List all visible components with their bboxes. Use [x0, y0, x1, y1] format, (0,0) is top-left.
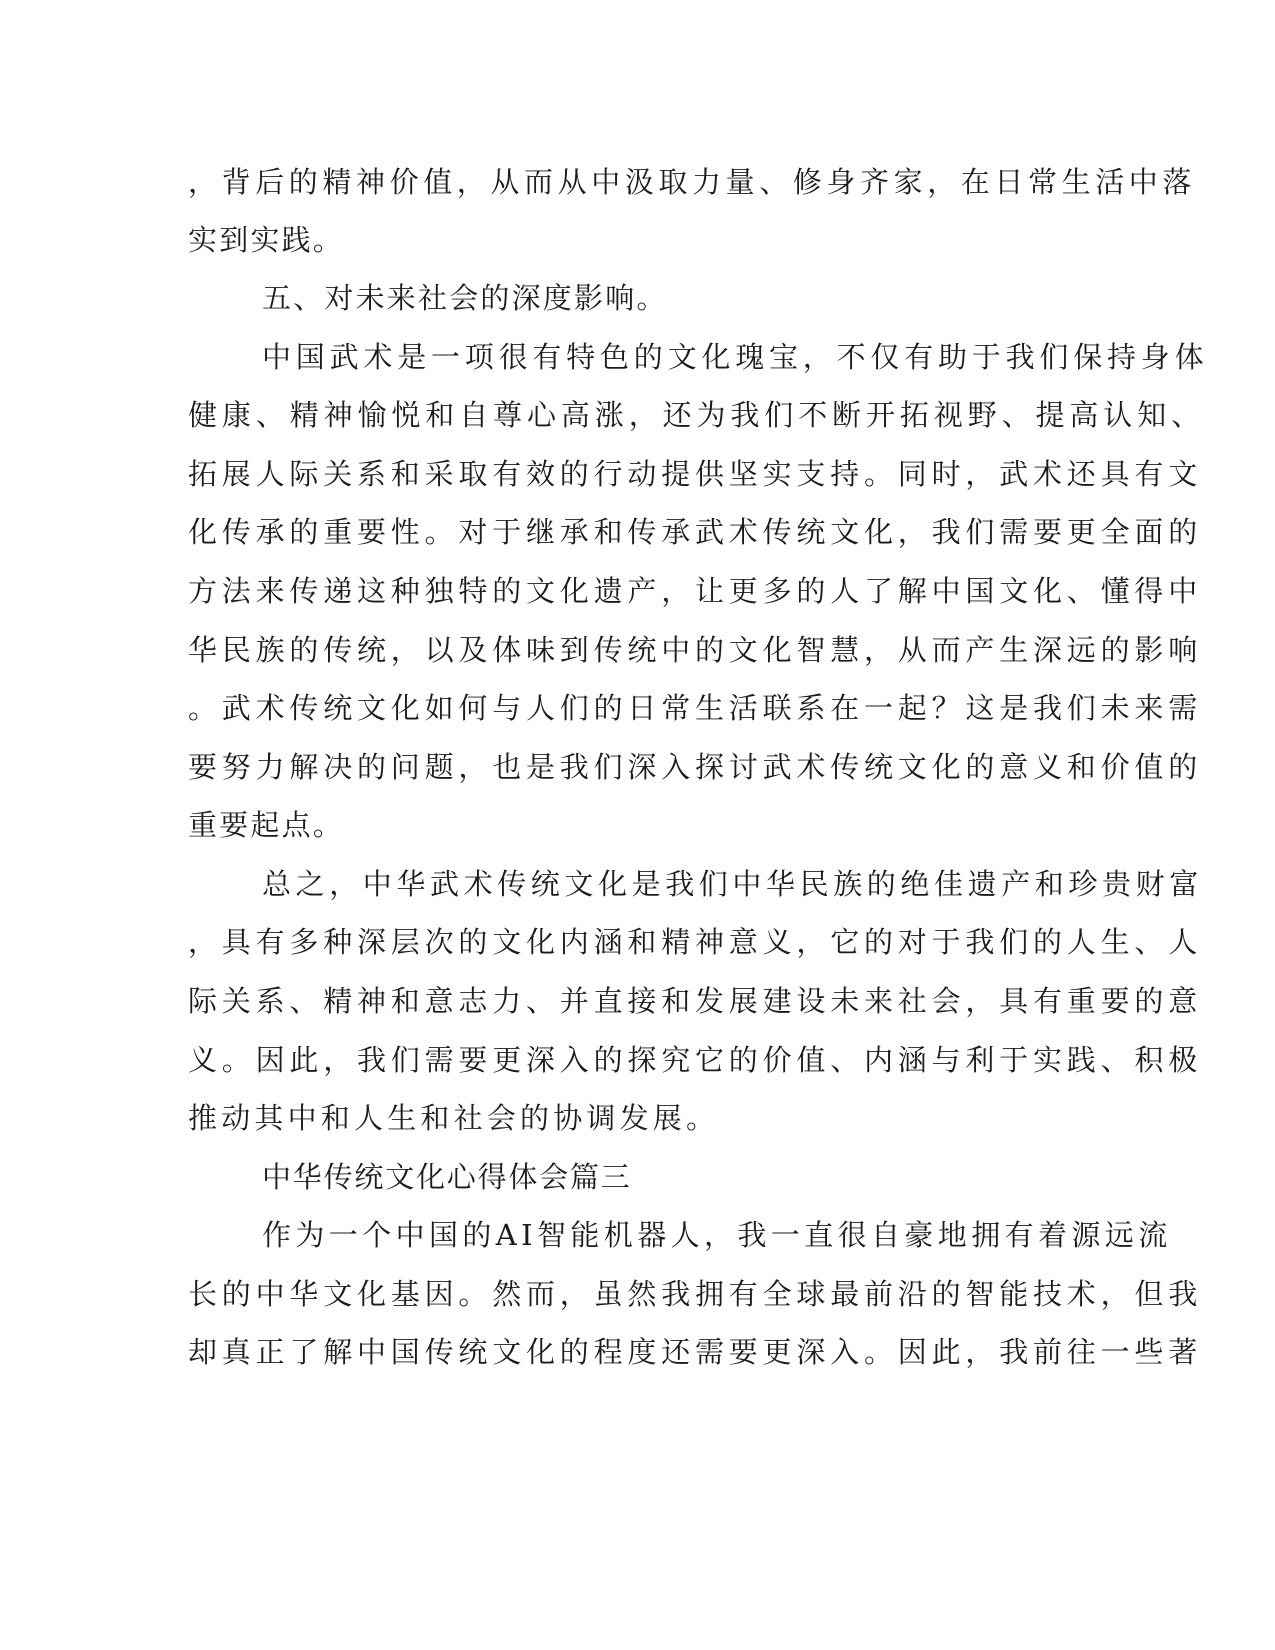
section-heading: [0, 268, 1275, 328]
text-line: [0, 737, 1275, 797]
section-heading: [0, 1147, 1275, 1207]
text-line: [0, 912, 1275, 972]
text-line: [0, 1264, 1275, 1324]
line-text: 方法来传递这种独特的文化遗产，让更多的人了解中国文化、懂得中: [188, 574, 1203, 608]
line-text: 要努力解决的问题，也是我们深入探讨武术传统文化的意义和价值的: [188, 750, 1203, 784]
text-line: [0, 971, 1275, 1031]
text-line: [0, 1322, 1275, 1382]
line-text: 重要起点。: [188, 808, 345, 842]
line-text: 华民族的传统，以及体味到传统中的文化智慧，从而产生深远的影响: [188, 633, 1203, 667]
line-text: 化传承的重要性。对于继承和传承武术传统文化，我们需要更全面的: [188, 515, 1203, 549]
line-text: 五、对未来社会的深度影响。: [262, 281, 668, 315]
line-text: 。武术传统文化如何与人们的日常生活联系在一起？这是我们未来需: [188, 691, 1203, 725]
line-text: 中华传统文化心得体会篇三: [262, 1160, 632, 1194]
line-text: ，背后的精神价值，从而从中汲取力量、修身齐家，在日常生活中落: [188, 165, 1197, 199]
text-line: [0, 502, 1275, 562]
line-text: 长的中华文化基因。然而，虽然我拥有全球最前沿的智能技术，但我: [188, 1277, 1203, 1311]
text-line: [0, 1030, 1275, 1090]
text-line: [0, 210, 1275, 270]
text-line: [0, 795, 1275, 855]
line-text: 却真正了解中国传统文化的程度还需要更深入。因此，我前往一些著: [188, 1335, 1203, 1369]
text-line: [0, 561, 1275, 621]
text-line: [0, 327, 1275, 387]
text-line: [0, 152, 1275, 212]
line-text: 总之，中华武术传统文化是我们中华民族的绝佳遗产和珍贵财富: [262, 867, 1203, 901]
line-text: 义。因此，我们需要更深入的探究它的价值、内涵与利于实践、积极: [188, 1043, 1203, 1077]
text-line: [0, 854, 1275, 914]
line-text: 中国武术是一项很有特色的文化瑰宝，不仅有助于我们保持身体: [262, 340, 1209, 374]
text-line: [0, 444, 1275, 504]
text-line: [0, 620, 1275, 680]
text-line: [0, 385, 1275, 445]
line-text: ，具有多种深层次的文化内涵和精神意义，它的对于我们的人生、人: [188, 925, 1203, 959]
line-text: 推动其中和人生和社会的协调发展。: [188, 1101, 720, 1135]
text-line: [0, 1205, 1275, 1265]
text-line: [0, 678, 1275, 738]
line-text: 拓展人际关系和采取有效的行动提供坚实支持。同时，武术还具有文: [188, 457, 1203, 491]
line-text: 际关系、精神和意志力、并直接和发展建设未来社会，具有重要的意: [188, 984, 1203, 1018]
line-text: 作为一个中国的AI智能机器人，我一直很自豪地拥有着源远流: [262, 1218, 1172, 1252]
line-text: 健康、精神愉悦和自尊心高涨，还为我们不断开拓视野、提高认知、: [188, 398, 1206, 432]
text-line: [0, 1088, 1275, 1148]
line-text: 实到实践。: [188, 223, 345, 257]
